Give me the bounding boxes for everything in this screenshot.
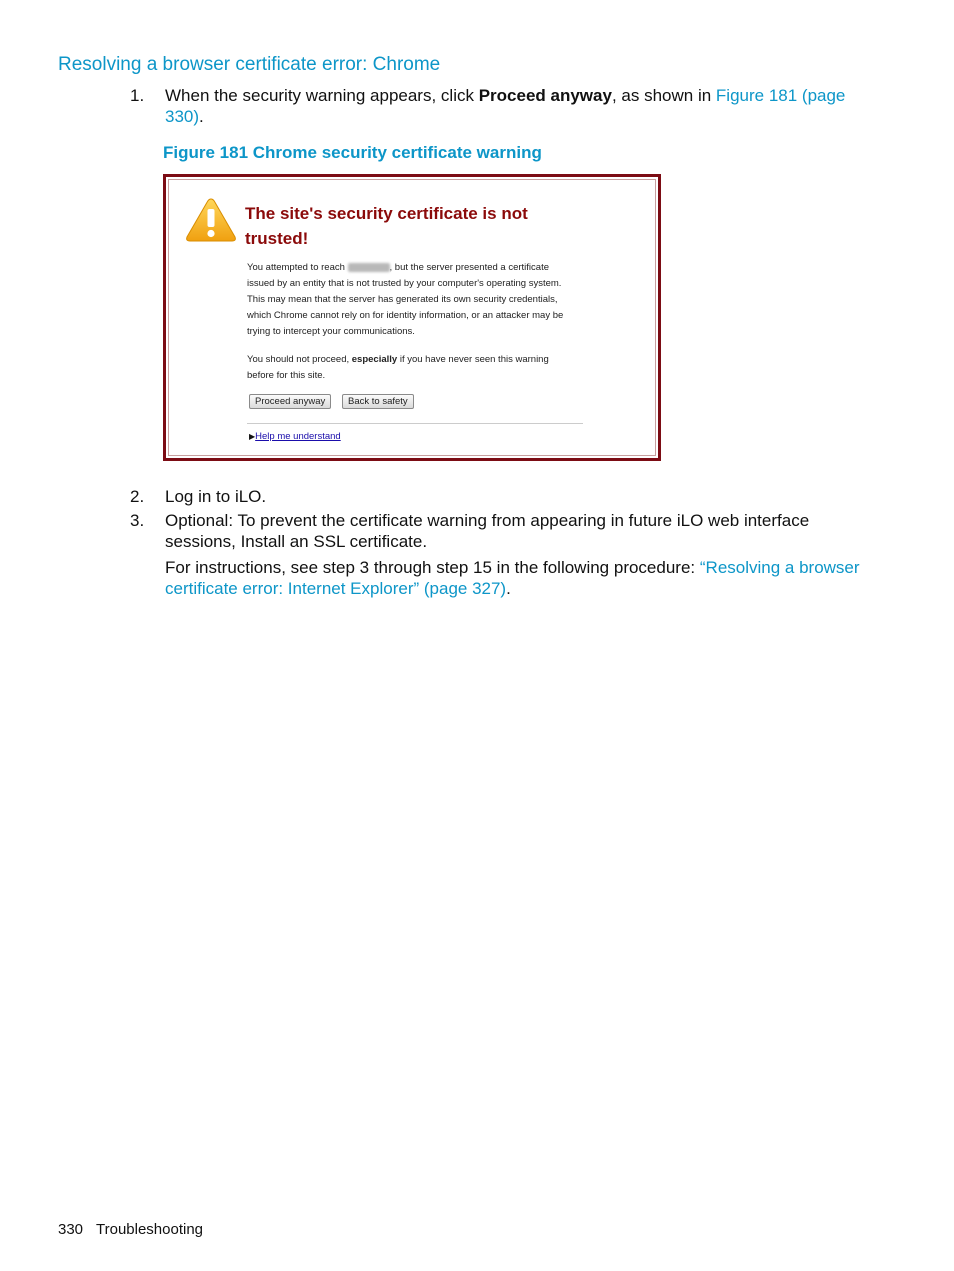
step-text: When the security warning appears, click Proceed anyway, as shown in Figure 181 (page 330). xyxy=(165,86,846,126)
step-text: Log in to iLO. xyxy=(165,487,267,506)
footer-section: Troubleshooting xyxy=(96,1221,204,1238)
triangle-right-icon: ▶ xyxy=(249,432,256,441)
step-1 xyxy=(130,85,870,129)
page-number: 330 xyxy=(58,1221,84,1238)
chrome-warning-screenshot xyxy=(163,174,661,461)
warning-icon xyxy=(185,197,237,243)
help-link[interactable]: Help me understand xyxy=(255,431,341,442)
step-number: 3. xyxy=(130,511,145,530)
bold-term: Proceed anyway xyxy=(478,86,612,105)
instruction-text: For instructions, see step 3 through step 15 in the following procedure: “Resolving a browser certificate error: Internet Explorer” (page 327). xyxy=(165,558,860,598)
step-number: 1. xyxy=(130,86,145,105)
warning-paragraph-2: You should not proceed, especially if you have never seen this warning before for this site. xyxy=(247,354,549,381)
redacted-hostname xyxy=(348,263,390,272)
ie-procedure-link[interactable]: “Resolving a browser certificate error: Internet Explorer” (page 327) xyxy=(165,558,860,598)
section-heading: Resolving a browser certificate error: Chrome xyxy=(58,54,441,75)
figure-link[interactable]: Figure 181 (page 330) xyxy=(165,86,846,126)
step-text: Optional: To prevent the certificate warning from appearing in future iLO web interface sessions, Install an SSL certificate. xyxy=(165,511,810,551)
proceed-anyway-button[interactable]: Proceed anyway xyxy=(249,394,331,409)
back-to-safety-button[interactable]: Back to safety xyxy=(342,394,414,409)
step-3 xyxy=(130,510,870,554)
divider xyxy=(247,423,583,424)
step-number: 2. xyxy=(130,487,145,506)
figure-caption: Figure 181 Chrome security certificate warning xyxy=(163,143,542,162)
step-3-paragraph xyxy=(130,557,870,601)
warning-title: The site's security certificate is not trusted! xyxy=(245,204,528,248)
warning-paragraph-1: You attempted to reach , but the server presented a certificate issued by an entity that is not trusted by your computer's operating system. This may mean that the server has generated its own security credentials, which Chrome cannot rely on for identity information, or an attacker may be trying to intercept your communications. xyxy=(247,262,564,337)
help-link-row[interactable] xyxy=(249,430,341,444)
step-2 xyxy=(130,486,870,508)
